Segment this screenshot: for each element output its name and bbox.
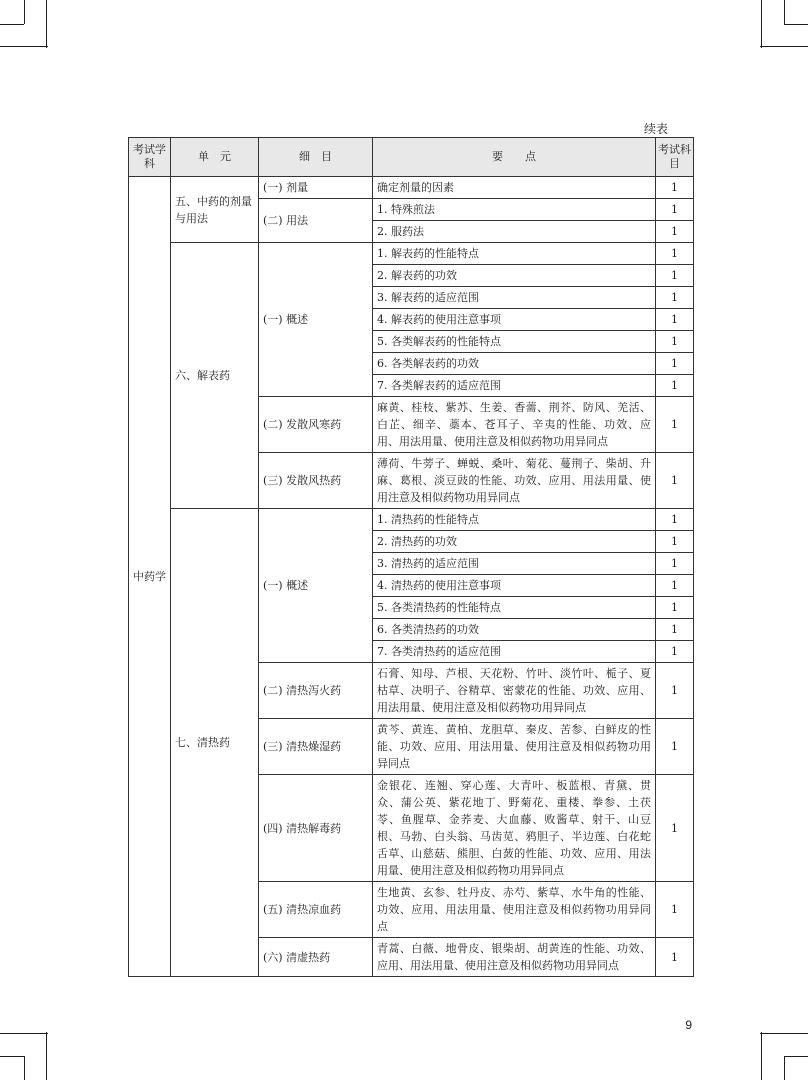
table-header <box>129 138 694 177</box>
crop-mark <box>760 46 808 47</box>
point-cell: 石膏、知母、芦根、天花粉、竹叶、淡竹叶、栀子、夏枯草、决明子、谷精草、密蒙花的性能、功效、应用、用法用量、使用注意及相似药物功用异同点 <box>373 663 656 719</box>
level-cell: 1 <box>656 397 694 453</box>
crop-mark <box>0 24 24 25</box>
level-cell: 1 <box>656 265 694 287</box>
point-cell: 薄荷、牛蒡子、蝉蜕、桑叶、菊花、蔓荆子、柴胡、升麻、葛根、淡豆豉的性能、功效、应用、用法用量、使用注意及相似药物功用异同点 <box>373 453 656 509</box>
level-cell: 1 <box>656 882 694 938</box>
point-cell: 麻黄、桂枝、紫苏、生姜、香薷、荆芥、防风、羌活、白芷、细辛、藁本、苍耳子、辛夷的性能、功效、应用、用法用量、使用注意及相似药物功用异同点 <box>373 397 656 453</box>
unit-cell: 五、中药的剂量与用法 <box>171 177 259 243</box>
crop-mark <box>0 1033 48 1034</box>
point-cell: 6. 各类清热药的功效 <box>373 619 656 641</box>
continued-label: 续表 <box>643 122 668 136</box>
point-cell: 3. 清热药的适应范围 <box>373 553 656 575</box>
section-cell: (一) 概述 <box>259 243 373 397</box>
crop-mark <box>761 0 762 48</box>
point-cell: 2. 服药法 <box>373 221 656 243</box>
level-cell: 1 <box>656 619 694 641</box>
column-header-level: 考试科目 <box>656 138 694 177</box>
point-cell: 黄芩、黄连、黄柏、龙胆草、秦皮、苦参、白鲜皮的性能、功效、应用、用法用量、使用注意及相似药物功用异同点 <box>373 719 656 775</box>
column-header-points: 要 点 <box>373 138 656 177</box>
level-cell: 1 <box>656 453 694 509</box>
level-cell: 1 <box>656 331 694 353</box>
page-number: 9 <box>685 1018 692 1032</box>
section-cell: (一) 概述 <box>259 509 373 663</box>
section-cell: (二) 用法 <box>259 199 373 243</box>
crop-mark <box>0 1056 24 1057</box>
level-cell: 1 <box>656 641 694 663</box>
point-cell: 青蒿、白薇、地骨皮、银柴胡、胡黄连的性能、功效、应用、用法用量、使用注意及相似药物功用异同点 <box>373 938 656 977</box>
point-cell: 4. 清热药的使用注意事项 <box>373 575 656 597</box>
level-cell: 1 <box>656 938 694 977</box>
point-cell: 2. 解表药的功效 <box>373 265 656 287</box>
level-cell: 1 <box>656 775 694 882</box>
point-cell: 7. 各类清热药的适应范围 <box>373 641 656 663</box>
level-cell: 1 <box>656 375 694 397</box>
point-cell: 1. 清热药的性能特点 <box>373 509 656 531</box>
level-cell: 1 <box>656 243 694 265</box>
unit-cell: 六、解表药 <box>171 243 259 509</box>
crop-mark <box>784 1056 808 1057</box>
level-cell: 1 <box>656 597 694 619</box>
point-cell: 金银花、连翘、穿心莲、大青叶、板蓝根、青黛、贯众、蒲公英、紫花地丁、野菊花、重楼、拳参、土茯苓、鱼腥草、金荞麦、大血藤、败酱草、射干、山豆根、马勃、白头翁、马齿苋、鸦胆子、半边莲、白花蛇舌草、山慈菇、熊胆、白蔹的性能、功效、应用、用法用量、使用注意及相似药物功用异同点 <box>373 775 656 882</box>
level-cell: 1 <box>656 575 694 597</box>
crop-mark <box>760 1033 808 1034</box>
column-header-unit: 单 元 <box>171 138 259 177</box>
level-cell: 1 <box>656 553 694 575</box>
point-cell: 1. 特殊煎法 <box>373 199 656 221</box>
level-cell: 1 <box>656 199 694 221</box>
level-cell: 1 <box>656 309 694 331</box>
point-cell: 1. 解表药的性能特点 <box>373 243 656 265</box>
section-cell: (五) 清热凉血药 <box>259 882 373 938</box>
table-row <box>129 509 694 531</box>
section-cell: (二) 发散风寒药 <box>259 397 373 453</box>
level-cell: 1 <box>656 221 694 243</box>
crop-mark <box>784 1056 785 1080</box>
point-cell: 5. 各类解表药的性能特点 <box>373 331 656 353</box>
section-cell: (二) 清热泻火药 <box>259 663 373 719</box>
table-row <box>129 177 694 199</box>
crop-mark <box>761 1032 762 1080</box>
column-header-section: 细 目 <box>259 138 373 177</box>
point-cell: 3. 解表药的适应范围 <box>373 287 656 309</box>
table-row <box>129 243 694 265</box>
crop-mark <box>784 0 785 24</box>
crop-mark <box>24 1056 25 1080</box>
section-cell: (三) 清热燥湿药 <box>259 719 373 775</box>
point-cell: 生地黄、玄参、牡丹皮、赤芍、紫草、水牛角的性能、功效、应用、用法用量、使用注意及相似药物功用异同点 <box>373 882 656 938</box>
level-cell: 1 <box>656 287 694 309</box>
section-cell: (一) 剂量 <box>259 177 373 199</box>
table-body <box>129 177 694 977</box>
point-cell: 5. 各类清热药的性能特点 <box>373 597 656 619</box>
crop-mark <box>784 24 808 25</box>
crop-mark <box>0 46 48 47</box>
header-row <box>129 138 694 177</box>
unit-cell: 七、清热药 <box>171 509 259 977</box>
section-cell: (四) 清热解毒药 <box>259 775 373 882</box>
section-cell: (六) 清虚热药 <box>259 938 373 977</box>
column-header-subject: 考试学科 <box>129 138 171 177</box>
crop-mark <box>46 1032 47 1080</box>
syllabus-table <box>128 137 694 977</box>
level-cell: 1 <box>656 663 694 719</box>
level-cell: 1 <box>656 531 694 553</box>
point-cell: 4. 解表药的使用注意事项 <box>373 309 656 331</box>
point-cell: 2. 清热药的功效 <box>373 531 656 553</box>
level-cell: 1 <box>656 177 694 199</box>
point-cell: 确定剂量的因素 <box>373 177 656 199</box>
point-cell: 7. 各类解表药的适应范围 <box>373 375 656 397</box>
subject-cell: 中药学 <box>129 177 171 977</box>
section-cell: (三) 发散风热药 <box>259 453 373 509</box>
level-cell: 1 <box>656 353 694 375</box>
point-cell: 6. 各类解表药的功效 <box>373 353 656 375</box>
crop-mark <box>24 0 25 24</box>
level-cell: 1 <box>656 719 694 775</box>
crop-mark <box>46 0 47 48</box>
level-cell: 1 <box>656 509 694 531</box>
